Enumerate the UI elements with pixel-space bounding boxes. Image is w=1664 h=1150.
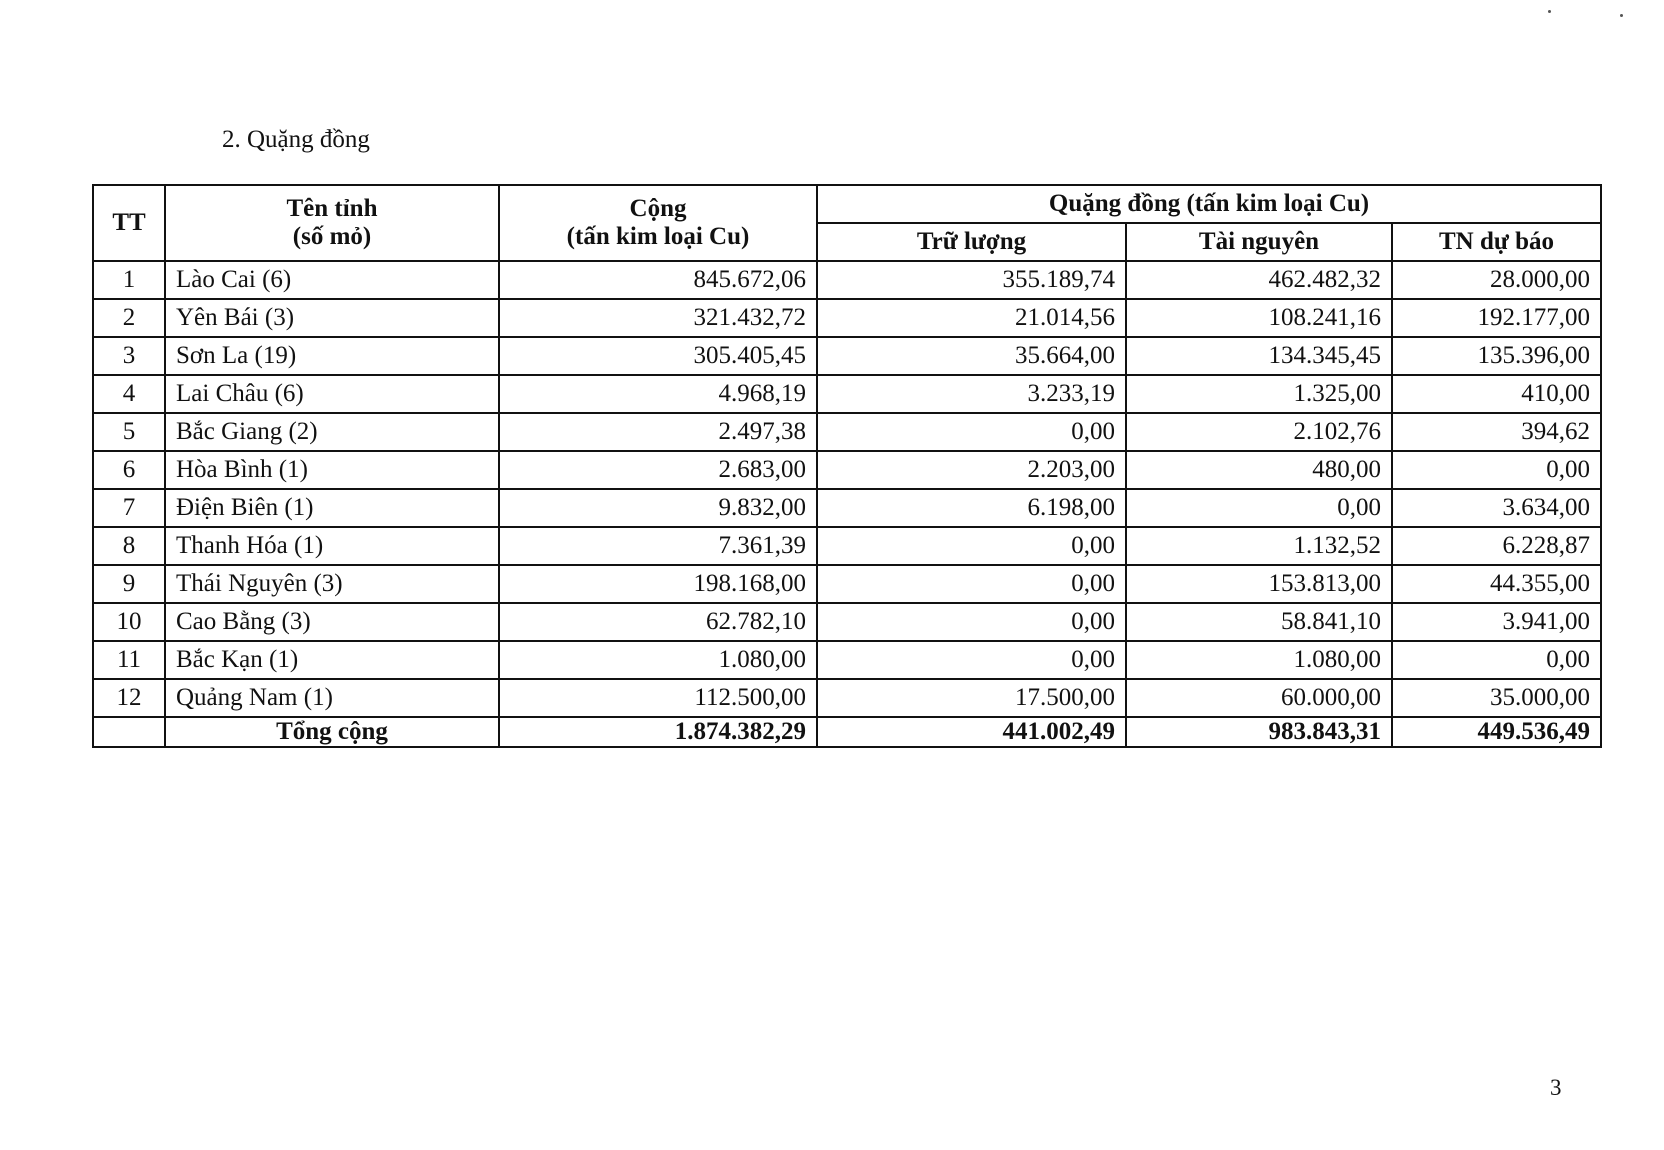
total-row-reserve: 441.002,49 bbox=[817, 717, 1126, 747]
row-reserve-cell: 3.233,19 bbox=[817, 375, 1126, 413]
row-tt-cell: 8 bbox=[93, 527, 165, 565]
header-reserve: Trữ lượng bbox=[817, 223, 1126, 261]
row-reserve-cell: 0,00 bbox=[817, 527, 1126, 565]
table-row bbox=[93, 451, 1601, 489]
row-province-cell: Quảng Nam (1) bbox=[165, 679, 499, 717]
row-province-cell: Hòa Bình (1) bbox=[165, 451, 499, 489]
row-resource-cell: 1.325,00 bbox=[1126, 375, 1392, 413]
table-row bbox=[93, 641, 1601, 679]
row-reserve-cell: 0,00 bbox=[817, 603, 1126, 641]
row-total-cell: 845.672,06 bbox=[499, 261, 817, 299]
table-row bbox=[93, 375, 1601, 413]
header-total-line2: (tấn kim loại Cu) bbox=[566, 223, 750, 250]
row-forecast-cell: 44.355,00 bbox=[1392, 565, 1601, 603]
row-tt-cell: 3 bbox=[93, 337, 165, 375]
row-province-cell: Cao Bằng (3) bbox=[165, 603, 499, 641]
row-total-cell: 112.500,00 bbox=[499, 679, 817, 717]
table-body bbox=[93, 261, 1601, 717]
row-total-cell: 198.168,00 bbox=[499, 565, 817, 603]
row-resource-cell: 108.241,16 bbox=[1126, 299, 1392, 337]
row-resource-cell: 480,00 bbox=[1126, 451, 1392, 489]
page-number: 3 bbox=[1550, 1075, 1562, 1100]
row-province-cell: Yên Bái (3) bbox=[165, 299, 499, 337]
row-forecast-cell: 6.228,87 bbox=[1392, 527, 1601, 565]
row-reserve-cell: 35.664,00 bbox=[817, 337, 1126, 375]
row-total-cell: 7.361,39 bbox=[499, 527, 817, 565]
row-reserve-cell: 0,00 bbox=[817, 641, 1126, 679]
row-tt-cell: 5 bbox=[93, 413, 165, 451]
scan-speck bbox=[1548, 10, 1551, 13]
total-row-tt bbox=[93, 717, 165, 747]
row-total-cell: 2.683,00 bbox=[499, 451, 817, 489]
row-tt-cell: 12 bbox=[93, 679, 165, 717]
row-resource-cell: 462.482,32 bbox=[1126, 261, 1392, 299]
table-row bbox=[93, 337, 1601, 375]
row-tt-cell: 10 bbox=[93, 603, 165, 641]
table-header bbox=[93, 185, 1601, 261]
row-forecast-cell: 28.000,00 bbox=[1392, 261, 1601, 299]
row-total-cell: 4.968,19 bbox=[499, 375, 817, 413]
row-resource-cell: 2.102,76 bbox=[1126, 413, 1392, 451]
table-footer bbox=[93, 717, 1601, 747]
row-reserve-cell: 17.500,00 bbox=[817, 679, 1126, 717]
row-resource-cell: 58.841,10 bbox=[1126, 603, 1392, 641]
total-row-forecast: 449.536,49 bbox=[1392, 717, 1601, 747]
row-resource-cell: 153.813,00 bbox=[1126, 565, 1392, 603]
header-total-line1: Cộng bbox=[629, 195, 687, 222]
row-total-cell: 9.832,00 bbox=[499, 489, 817, 527]
row-resource-cell: 0,00 bbox=[1126, 489, 1392, 527]
row-tt-cell: 6 bbox=[93, 451, 165, 489]
row-resource-cell: 60.000,00 bbox=[1126, 679, 1392, 717]
header-total bbox=[499, 185, 817, 261]
row-province-cell: Lai Châu (6) bbox=[165, 375, 499, 413]
header-forecast: TN dự báo bbox=[1392, 223, 1601, 261]
section-title: 2. Quặng đồng bbox=[222, 126, 370, 153]
header-resource: Tài nguyên bbox=[1126, 223, 1392, 261]
row-total-cell: 321.432,72 bbox=[499, 299, 817, 337]
row-forecast-cell: 394,62 bbox=[1392, 413, 1601, 451]
row-reserve-cell: 21.014,56 bbox=[817, 299, 1126, 337]
table-row bbox=[93, 413, 1601, 451]
table-row bbox=[93, 261, 1601, 299]
table-row bbox=[93, 565, 1601, 603]
row-reserve-cell: 0,00 bbox=[817, 565, 1126, 603]
copper-ore-table bbox=[92, 184, 1602, 748]
row-province-cell: Bắc Giang (2) bbox=[165, 413, 499, 451]
header-province bbox=[165, 185, 499, 261]
row-forecast-cell: 3.941,00 bbox=[1392, 603, 1601, 641]
row-forecast-cell: 0,00 bbox=[1392, 451, 1601, 489]
row-tt-cell: 11 bbox=[93, 641, 165, 679]
total-row bbox=[93, 717, 1601, 747]
row-resource-cell: 1.080,00 bbox=[1126, 641, 1392, 679]
row-tt-cell: 9 bbox=[93, 565, 165, 603]
row-reserve-cell: 6.198,00 bbox=[817, 489, 1126, 527]
row-resource-cell: 134.345,45 bbox=[1126, 337, 1392, 375]
row-province-cell: Bắc Kạn (1) bbox=[165, 641, 499, 679]
table-row bbox=[93, 603, 1601, 641]
row-forecast-cell: 192.177,00 bbox=[1392, 299, 1601, 337]
row-forecast-cell: 3.634,00 bbox=[1392, 489, 1601, 527]
row-total-cell: 2.497,38 bbox=[499, 413, 817, 451]
row-reserve-cell: 0,00 bbox=[817, 413, 1126, 451]
scan-speck bbox=[1620, 14, 1623, 17]
total-row-label: Tổng cộng bbox=[165, 717, 499, 747]
row-forecast-cell: 0,00 bbox=[1392, 641, 1601, 679]
total-row-total: 1.874.382,29 bbox=[499, 717, 817, 747]
header-group-copper-ore: Quặng đồng (tấn kim loại Cu) bbox=[817, 185, 1601, 223]
row-province-cell: Điện Biên (1) bbox=[165, 489, 499, 527]
row-total-cell: 62.782,10 bbox=[499, 603, 817, 641]
row-province-cell: Thái Nguyên (3) bbox=[165, 565, 499, 603]
header-tt: TT bbox=[93, 185, 165, 261]
row-forecast-cell: 410,00 bbox=[1392, 375, 1601, 413]
header-province-line1: Tên tỉnh bbox=[286, 195, 378, 222]
row-total-cell: 1.080,00 bbox=[499, 641, 817, 679]
row-province-cell: Lào Cai (6) bbox=[165, 261, 499, 299]
row-province-cell: Sơn La (19) bbox=[165, 337, 499, 375]
table-row bbox=[93, 489, 1601, 527]
row-tt-cell: 4 bbox=[93, 375, 165, 413]
header-province-line2: (số mỏ) bbox=[292, 223, 372, 250]
table-row bbox=[93, 527, 1601, 565]
row-forecast-cell: 135.396,00 bbox=[1392, 337, 1601, 375]
row-forecast-cell: 35.000,00 bbox=[1392, 679, 1601, 717]
table-row bbox=[93, 679, 1601, 717]
total-row-resource: 983.843,31 bbox=[1126, 717, 1392, 747]
row-total-cell: 305.405,45 bbox=[499, 337, 817, 375]
row-reserve-cell: 2.203,00 bbox=[817, 451, 1126, 489]
row-tt-cell: 2 bbox=[93, 299, 165, 337]
row-tt-cell: 1 bbox=[93, 261, 165, 299]
row-reserve-cell: 355.189,74 bbox=[817, 261, 1126, 299]
table-row bbox=[93, 299, 1601, 337]
row-tt-cell: 7 bbox=[93, 489, 165, 527]
row-province-cell: Thanh Hóa (1) bbox=[165, 527, 499, 565]
row-resource-cell: 1.132,52 bbox=[1126, 527, 1392, 565]
